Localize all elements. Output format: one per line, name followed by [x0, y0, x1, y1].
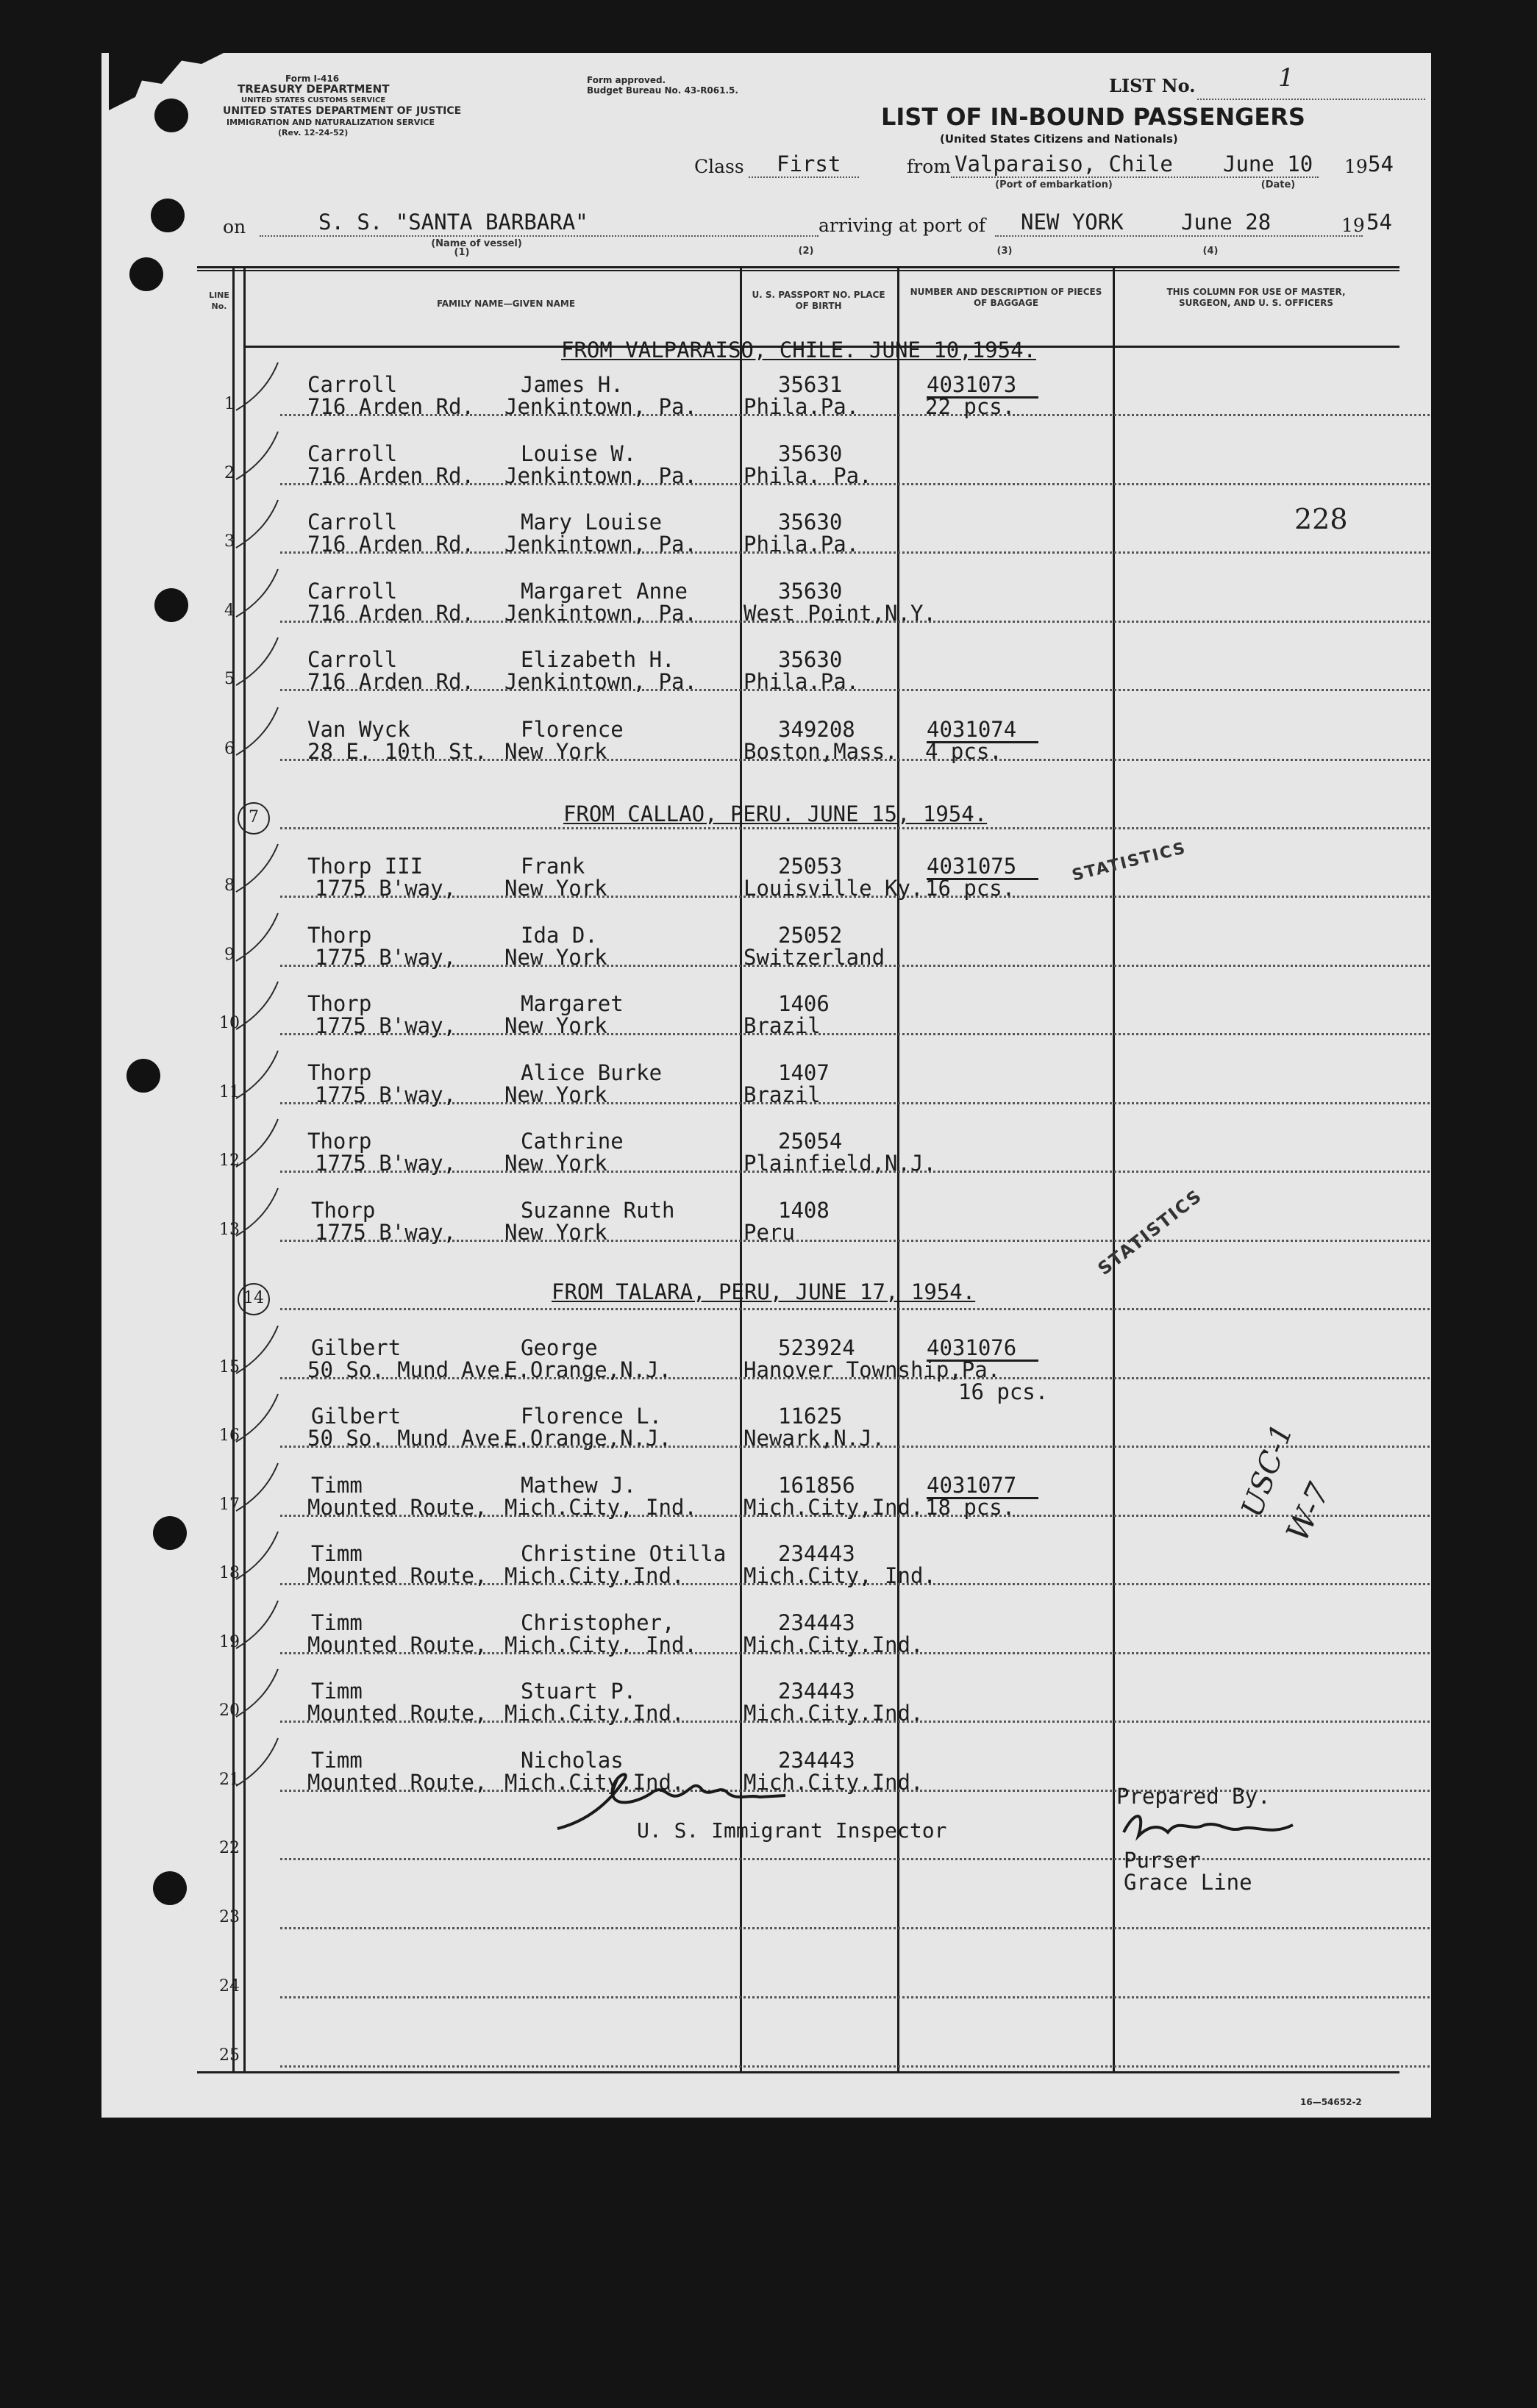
passenger-address: 1775 B'way, — [315, 945, 457, 970]
baggage-pieces: 18 pcs. — [925, 1495, 1016, 1520]
passenger-address: 716 Arden Rd. — [307, 601, 474, 626]
punch-hole — [154, 588, 188, 622]
budget-bureau: Budget Bureau No. 43-R061.5. — [587, 85, 738, 96]
passenger-address: 716 Arden Rd. — [307, 394, 474, 419]
passenger-family-name: Carroll — [307, 510, 398, 535]
place-of-birth: Brazil — [743, 1013, 821, 1038]
passport-number: 35630 — [778, 441, 843, 466]
tally-mark — [232, 1593, 284, 1659]
passenger-address: 50 So. Mund Ave. — [307, 1357, 513, 1382]
tally-mark — [232, 493, 284, 559]
place-of-birth: Newark,N.J. — [743, 1426, 885, 1451]
baggage-number: 4031073 — [927, 373, 1038, 399]
row-separator — [280, 1996, 1431, 1998]
list-no-line — [1197, 99, 1425, 100]
passport-number: 234443 — [778, 1748, 855, 1773]
form-approved: Form approved. — [587, 75, 666, 85]
passenger-city: Jenkintown, Pa. — [504, 532, 697, 557]
tally-mark — [232, 837, 284, 903]
grace-line-label: Grace Line — [1124, 1870, 1252, 1895]
tally-mark — [232, 562, 284, 628]
line-number: 1 — [224, 395, 235, 413]
passenger-family-name: Timm — [311, 1679, 363, 1704]
passport-number: 234443 — [778, 1541, 855, 1566]
baggage-pieces: 4 pcs. — [925, 739, 1002, 764]
passport-number: 25052 — [778, 923, 843, 948]
tally-mark — [232, 1662, 284, 1728]
line-number: 23 — [219, 1908, 240, 1926]
statistics-stamp-2: STATISTICS — [1094, 1185, 1207, 1279]
passport-number: 35631 — [778, 372, 843, 397]
line-number: 11 — [219, 1083, 240, 1101]
tally-mark — [232, 355, 284, 421]
line-number: 15 — [219, 1358, 240, 1376]
passenger-family-name: Thorp III — [307, 854, 424, 879]
caption-2: (2) — [798, 246, 814, 257]
caption-4: (4) — [1202, 246, 1219, 257]
passenger-given-name: Cathrine — [521, 1129, 624, 1154]
passenger-city: Jenkintown, Pa. — [504, 394, 697, 419]
passport-number: 11625 — [778, 1404, 843, 1429]
passport-number: 349208 — [778, 717, 855, 742]
year-prefix-2: 19 — [1341, 215, 1365, 236]
from-label: from — [907, 156, 951, 177]
line-number: 20 — [219, 1701, 240, 1720]
passenger-address: 1775 B'way, — [315, 876, 457, 901]
prepared-by: Prepared By. — [1116, 1784, 1271, 1809]
tally-mark — [232, 1387, 284, 1453]
passenger-city: Jenkintown, Pa. — [504, 463, 697, 488]
place-of-birth: Mich.City.Ind. — [743, 1701, 924, 1726]
place-of-birth: West Point,N.Y. — [743, 601, 936, 626]
line-number: 25 — [219, 2046, 240, 2065]
baggage-number: 4031077 — [927, 1473, 1038, 1499]
passenger-city: E.Orange,N.J. — [504, 1426, 671, 1451]
passenger-city: Jenkintown, Pa. — [504, 669, 697, 694]
section-talara: FROM TALARA, PERU, JUNE 17, 1954. — [552, 1279, 976, 1304]
passport-number: 35630 — [778, 647, 843, 672]
col-name-header: FAMILY NAME—GIVEN NAME — [436, 299, 576, 309]
line-number: 8 — [224, 876, 235, 895]
place-of-birth: Brazil — [743, 1082, 821, 1107]
tally-mark — [232, 906, 284, 972]
caption-3: (3) — [996, 246, 1013, 257]
passenger-family-name: Carroll — [307, 441, 398, 466]
table-top-border — [197, 266, 1399, 268]
passenger-given-name: Ida D. — [521, 923, 598, 948]
passenger-family-name: Timm — [311, 1748, 363, 1773]
passenger-family-name: Thorp — [307, 1129, 372, 1154]
punch-hole — [153, 1516, 187, 1550]
passenger-family-name: Gilbert — [311, 1335, 402, 1360]
place-of-birth: Mich.City.Ind. — [743, 1770, 924, 1795]
tally-mark — [232, 1731, 284, 1797]
passenger-city: Jenkintown, Pa. — [504, 601, 697, 626]
passport-number: 234443 — [778, 1679, 855, 1704]
tally-mark — [232, 700, 284, 766]
line-number: 10 — [219, 1014, 240, 1032]
baggage-number: 4031075 — [927, 854, 1038, 880]
tally-mark — [232, 630, 284, 696]
section-callao: FROM CALLAO, PERU. JUNE 15, 1954. — [563, 801, 988, 826]
customs-service: UNITED STATES CUSTOMS SERVICE — [241, 96, 386, 104]
arrival-year: 54 — [1366, 210, 1392, 235]
line-number: 5 — [224, 670, 235, 688]
baggage-number: 4031076 — [927, 1336, 1038, 1362]
on-label: on — [223, 216, 246, 237]
passenger-family-name: Thorp — [307, 991, 372, 1016]
passenger-city: Mich.City.Ind. — [504, 1770, 685, 1795]
passenger-given-name: Nicholas — [521, 1748, 624, 1773]
passenger-city: New York — [504, 945, 607, 970]
passenger-family-name: Thorp — [307, 1060, 372, 1085]
vessel-name: S. S. "SANTA BARBARA" — [318, 210, 588, 235]
tally-mark — [232, 1524, 284, 1590]
tally-mark — [232, 1043, 284, 1110]
place-of-birth: Phila.Pa. — [743, 532, 860, 557]
passenger-city: Mich.City.Ind. — [504, 1563, 685, 1588]
passenger-address: 50 So. Mund Ave. — [307, 1426, 513, 1451]
tally-mark — [232, 1318, 284, 1385]
punch-hole — [151, 199, 185, 232]
passenger-given-name: Alice Burke — [521, 1060, 663, 1085]
arrival-line — [995, 235, 1363, 237]
embark-date: June 10 — [1223, 151, 1313, 176]
line-number: 14 — [238, 1283, 270, 1315]
place-of-birth: Mich.City.Ind. — [743, 1632, 924, 1657]
passenger-given-name: Frank — [521, 854, 585, 879]
passenger-family-name: Timm — [311, 1473, 363, 1498]
passenger-given-name: Suzanne Ruth — [521, 1198, 675, 1223]
passenger-city: New York — [504, 1013, 607, 1038]
vessel-line — [260, 235, 819, 237]
line-number: 4 — [224, 601, 235, 620]
class-line — [749, 176, 859, 178]
place-of-birth: Louisville Ky. — [743, 876, 924, 901]
passport-number: 523924 — [778, 1335, 855, 1360]
line-number: 3 — [224, 532, 235, 551]
col-line-header: LINE No. — [209, 290, 229, 311]
vessel-caption: (Name of vessel) — [431, 238, 522, 249]
line-number: 19 — [219, 1633, 240, 1651]
place-of-birth: Phila.Pa. — [743, 669, 860, 694]
passenger-given-name: George — [521, 1335, 598, 1360]
class-label: Class — [694, 156, 744, 177]
line-number: 24 — [219, 1977, 240, 1996]
passenger-given-name: Mary Louise — [521, 510, 663, 535]
line-number: 7 — [238, 802, 270, 835]
place-of-birth: Boston,Mass. — [743, 739, 898, 764]
passport-number: 1406 — [778, 991, 830, 1016]
passenger-given-name: Christopher, — [521, 1610, 675, 1635]
place-of-birth: Phila. Pa. — [743, 463, 872, 488]
embark-year: 54 — [1368, 151, 1394, 176]
justice-dept: UNITED STATES DEPARTMENT OF JUSTICE — [223, 105, 462, 117]
port-of-embarkation: Valparaiso, Chile — [955, 151, 1173, 176]
port-caption: (Port of embarkation) — [995, 179, 1113, 190]
passenger-address: Mounted Route, — [307, 1563, 488, 1588]
passport-number: 1408 — [778, 1198, 830, 1223]
passenger-city: Mich.City. Ind. — [504, 1632, 697, 1657]
line-number: 18 — [219, 1564, 240, 1582]
class-value: First — [777, 151, 841, 176]
tally-mark — [232, 974, 284, 1040]
statistics-stamp-1: STATISTICS — [1070, 839, 1188, 885]
passenger-given-name: Louise W. — [521, 441, 637, 466]
passenger-family-name: Van Wyck — [307, 717, 410, 742]
form-number: Form I-416 — [285, 74, 340, 84]
passenger-family-name: Timm — [311, 1610, 363, 1635]
passenger-address: 1775 B'way, — [315, 1220, 457, 1245]
line-number: 17 — [219, 1496, 240, 1514]
handwritten-margin-w7: W-7 — [1279, 1477, 1337, 1547]
passport-number: 35630 — [778, 510, 843, 535]
line-number: 12 — [219, 1151, 240, 1170]
footer-form-number: 16—54652-2 — [1300, 2097, 1362, 2107]
arrival-date: June 28 — [1181, 210, 1272, 235]
tally-mark — [232, 1456, 284, 1522]
manifest-title: LIST OF IN-BOUND PASSENGERS — [881, 103, 1305, 131]
passenger-given-name: Margaret — [521, 991, 624, 1016]
col-border-officers — [1113, 266, 1115, 2071]
passenger-address: Mounted Route, — [307, 1701, 488, 1726]
passenger-address: 1775 B'way, — [315, 1151, 457, 1176]
passenger-address: 716 Arden Rd. — [307, 532, 474, 557]
place-of-birth: Plainfield,N.J. — [743, 1151, 936, 1176]
col-baggage-header: NUMBER AND DESCRIPTION OF PIECES OF BAGGAGE — [910, 287, 1102, 308]
passenger-address: Mounted Route, — [307, 1770, 488, 1795]
passenger-city: Mich.City, Ind. — [504, 1495, 697, 1520]
passenger-manifest-page — [101, 53, 1431, 2118]
punch-hole — [154, 99, 188, 132]
tally-mark — [232, 1181, 284, 1247]
line-number: 2 — [224, 464, 235, 482]
list-no-label: LIST No. — [1109, 75, 1196, 96]
place-of-birth: Mich.City, Ind. — [743, 1563, 936, 1588]
passport-number: 234443 — [778, 1610, 855, 1635]
passenger-family-name: Gilbert — [311, 1404, 402, 1429]
list-no-value: 1 — [1278, 63, 1294, 93]
passenger-given-name: Elizabeth H. — [521, 647, 675, 672]
punch-hole — [129, 257, 163, 291]
row-separator — [280, 1858, 1431, 1860]
passenger-city: Mich.City.Ind. — [504, 1701, 685, 1726]
passenger-address: 716 Arden Rd. — [307, 669, 474, 694]
passenger-city: New York — [504, 1151, 607, 1176]
line-number: 21 — [219, 1771, 240, 1789]
col-passport-header: U. S. PASSPORT NO. PLACE OF BIRTH — [752, 290, 885, 311]
passenger-address: Mounted Route, — [307, 1632, 488, 1657]
passenger-given-name: Stuart P. — [521, 1679, 637, 1704]
passenger-family-name: Carroll — [307, 372, 398, 397]
passenger-city: New York — [504, 1220, 607, 1245]
passenger-address: 1775 B'way, — [315, 1082, 457, 1107]
passenger-address: Mounted Route, — [307, 1495, 488, 1520]
passenger-address: 1775 B'way, — [315, 1013, 457, 1038]
baggage-pieces: 22 pcs. — [925, 394, 1016, 419]
passenger-given-name: Florence — [521, 717, 624, 742]
place-of-birth: Phila.Pa. — [743, 394, 860, 419]
passport-number: 25054 — [778, 1129, 843, 1154]
line-number: 9 — [224, 946, 235, 964]
passenger-city: New York — [504, 876, 607, 901]
passenger-family-name: Thorp — [311, 1198, 376, 1223]
arrival-port: NEW YORK — [1021, 210, 1124, 235]
row-separator — [280, 2065, 1431, 2068]
handwritten-228: 228 — [1294, 503, 1348, 535]
passenger-given-name: James H. — [521, 372, 624, 397]
passenger-given-name: Christine Otilla — [521, 1541, 727, 1566]
passenger-given-name: Mathew J. — [521, 1473, 637, 1498]
line-number: 13 — [219, 1221, 240, 1239]
row-separator — [280, 1927, 1431, 1929]
revision-date: (Rev. 12-24-52) — [278, 128, 349, 137]
passenger-city: New York — [504, 1082, 607, 1107]
passenger-city: New York — [504, 739, 607, 764]
place-of-birth: Switzerland — [743, 945, 885, 970]
passenger-family-name: Carroll — [307, 647, 398, 672]
purser-label: Purser — [1124, 1848, 1201, 1873]
passenger-given-name: Florence L. — [521, 1404, 663, 1429]
purser-signature — [1116, 1803, 1308, 1854]
ins-service: IMMIGRATION AND NATURALIZATION SERVICE — [227, 118, 435, 127]
punch-hole — [153, 1871, 187, 1905]
caption-1: (1) — [454, 247, 470, 258]
row-separator — [280, 1308, 1431, 1310]
passport-number: 25053 — [778, 854, 843, 879]
passport-number: 35630 — [778, 579, 843, 604]
handwritten-margin-usc: USC-1 — [1235, 1419, 1300, 1522]
inspector-label: U. S. Immigrant Inspector — [637, 1818, 947, 1843]
passenger-city: E.Orange,N.J. — [504, 1357, 671, 1382]
section-valparaiso: FROM VALPARAISO, CHILE. JUNE 10,1954. — [561, 337, 1037, 362]
arriving-label: arriving at port of — [819, 215, 986, 236]
col-officers-header: THIS COLUMN FOR USE OF MASTER, SURGEON, AND U. S. OFFICERS — [1166, 287, 1346, 308]
passport-number: 161856 — [778, 1473, 855, 1498]
passenger-family-name: Thorp — [307, 923, 372, 948]
table-bottom-border — [197, 2071, 1399, 2073]
port-line — [951, 176, 1319, 178]
passport-number: 1407 — [778, 1060, 830, 1085]
passenger-address: 28 E. 10th St. — [307, 739, 488, 764]
punch-hole — [126, 1059, 160, 1093]
baggage-pieces: 16 pcs. — [958, 1379, 1049, 1404]
baggage-number: 4031074 — [927, 718, 1038, 743]
tally-mark — [232, 424, 284, 490]
year-prefix-1: 19 — [1344, 156, 1368, 177]
place-of-birth: Mich.City,Ind. — [743, 1495, 924, 1520]
place-of-birth: Hanover Township,Pa. — [743, 1357, 1001, 1382]
passenger-family-name: Carroll — [307, 579, 398, 604]
manifest-subtitle: (United States Citizens and Nationals) — [940, 132, 1178, 146]
passenger-address: 716 Arden Rd. — [307, 463, 474, 488]
line-number: 16 — [219, 1426, 240, 1445]
baggage-pieces: 16 pcs. — [925, 876, 1016, 901]
line-number: 22 — [219, 1839, 240, 1857]
line-number: 6 — [224, 740, 235, 758]
place-of-birth: Peru — [743, 1220, 795, 1245]
date-caption: (Date) — [1260, 179, 1296, 190]
tally-mark — [232, 1112, 284, 1178]
row-separator — [280, 827, 1431, 829]
passenger-given-name: Margaret Anne — [521, 579, 688, 604]
treasury-dept: TREASURY DEPARTMENT — [238, 82, 390, 96]
table-top-border-2 — [197, 270, 1399, 271]
passenger-family-name: Timm — [311, 1541, 363, 1566]
